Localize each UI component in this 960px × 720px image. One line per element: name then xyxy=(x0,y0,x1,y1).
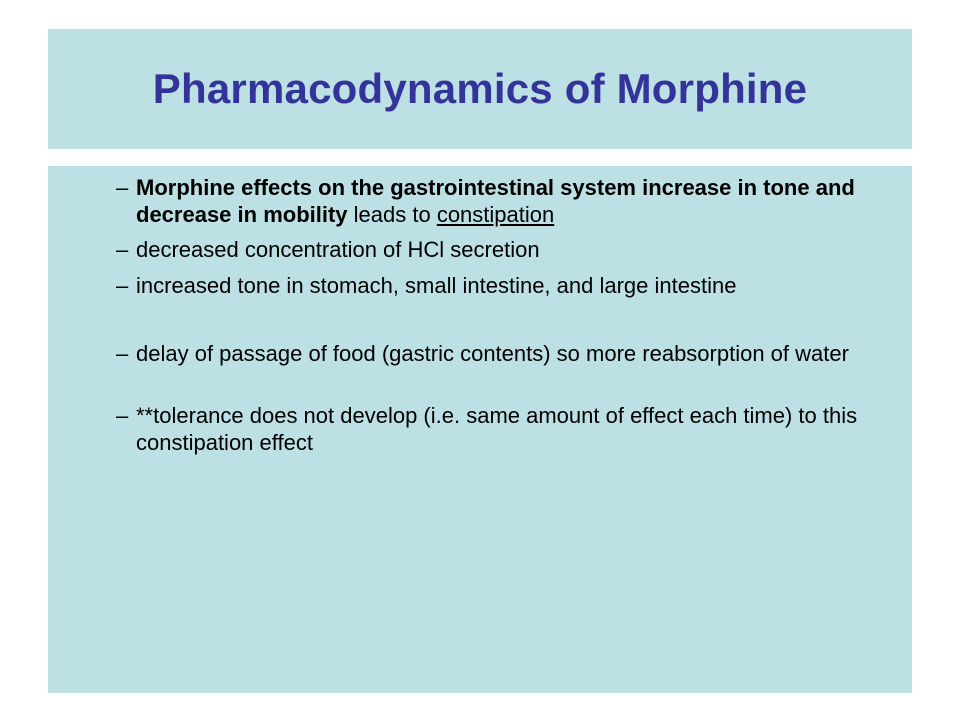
slide-title: Pharmacodynamics of Morphine xyxy=(152,65,808,112)
bullet-plain-text: leads to xyxy=(347,202,437,227)
bullet-dash: – xyxy=(116,341,129,366)
bullet-item xyxy=(116,402,906,456)
bullet-underlined-text: constipation xyxy=(436,202,555,227)
bullet-dash: – xyxy=(116,237,129,262)
bullet-item xyxy=(116,272,906,299)
bullet-text: decreased concentration of HCl secretion xyxy=(136,237,540,262)
bullet-item xyxy=(116,174,906,228)
content-panel xyxy=(48,166,912,693)
bullet-dash: – xyxy=(116,175,129,200)
bullet-text: **tolerance does not develop (i.e. same amount of effect each time) to this constipation effect xyxy=(136,403,858,455)
bullet-dash: – xyxy=(116,273,129,298)
bullet-bold-text: Morphine effects on the gastrointestinal system increase in tone and decrease in mobility xyxy=(136,175,855,227)
bullet-text: delay of passage of food (gastric contents) so more reabsorption of water xyxy=(136,341,849,366)
bullet-dash: – xyxy=(116,403,129,428)
bullet-text: increased tone in stomach, small intestine, and large intestine xyxy=(136,273,737,298)
bullet-text xyxy=(136,174,906,228)
bullet-item xyxy=(116,340,906,367)
bullet-item xyxy=(116,236,906,263)
title-panel xyxy=(48,29,912,149)
